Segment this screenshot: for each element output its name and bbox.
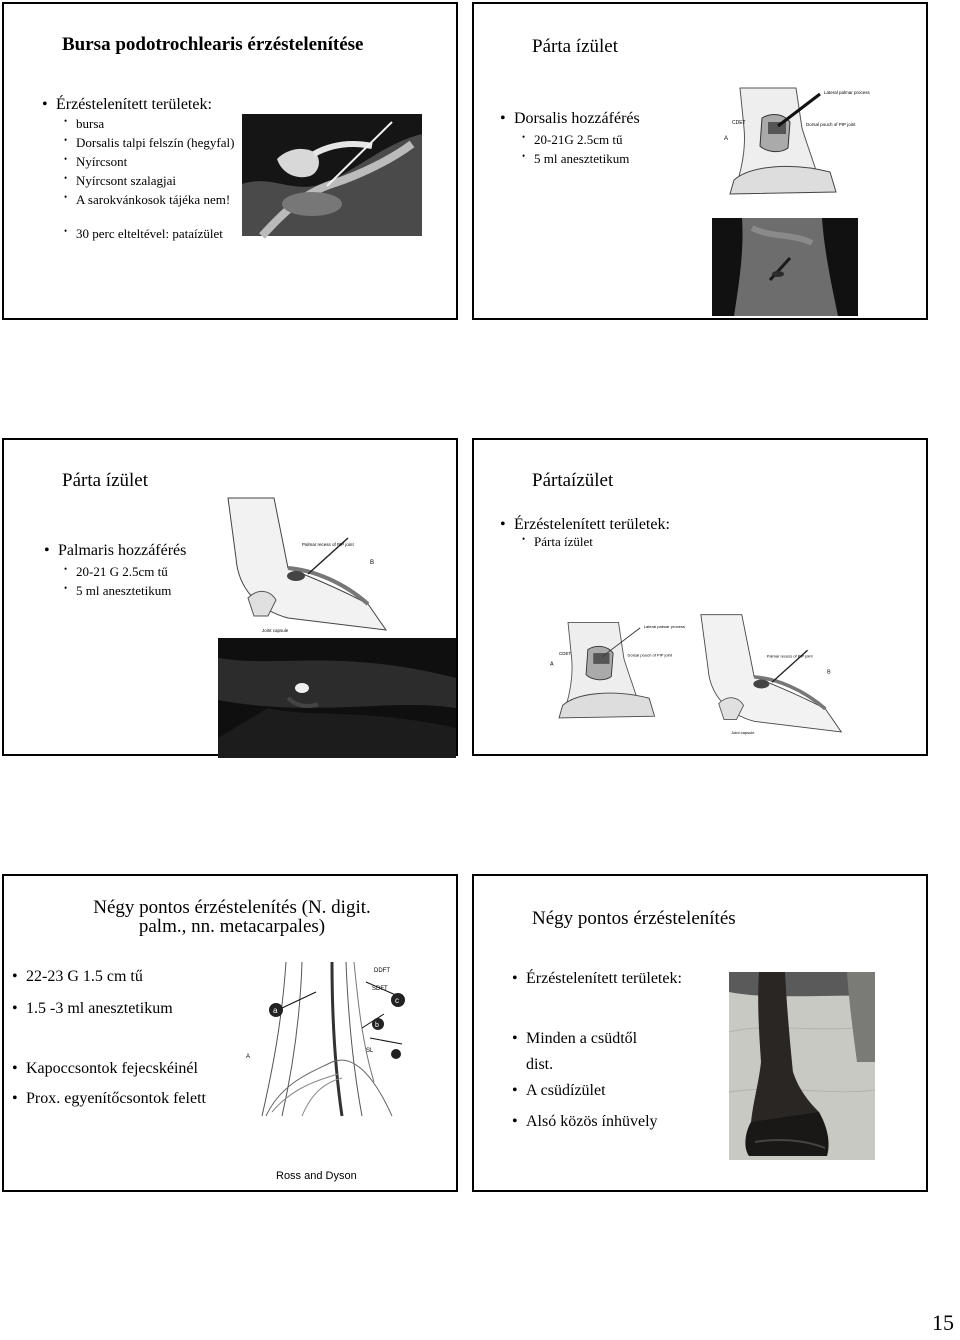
- palmar-approach-diagram: [218, 498, 398, 636]
- slide-negy-pontos-2: [472, 874, 928, 1192]
- bullet: • Palmaris hozzáférés: [58, 542, 186, 560]
- figure-label: A: [550, 661, 554, 668]
- xray-hoof-image: [242, 114, 422, 236]
- sub-bullet: • 20-21G 2.5cm tű: [534, 132, 622, 148]
- slide-bursa-podotrochlearis: [2, 2, 458, 320]
- figure-label: SL: [366, 1048, 374, 1054]
- figure-label: B: [370, 560, 375, 566]
- figure-label: Dorsal pouch of PIP joint: [627, 652, 672, 658]
- sub-bullet: • 30 perc elteltével: pataízület: [76, 226, 223, 242]
- figure-label: CDET: [559, 650, 572, 656]
- slide-parta-dorsal: [472, 2, 928, 320]
- pastern-injection-photo: [712, 218, 858, 316]
- slide-title: Bursa podotrochlearis érzéstelenítése: [62, 34, 364, 55]
- sub-bullet: • A sarokvánkosok tájéka nem!: [76, 192, 230, 208]
- page-number: 15: [932, 1310, 954, 1335]
- horse-leg-photo: [729, 972, 875, 1160]
- figure-label: SDFT: [372, 986, 388, 992]
- figure-label: Joint capsule: [262, 628, 289, 633]
- figure-label: Dorsal pouch of PIP joint: [806, 122, 856, 127]
- figure-label: B: [827, 669, 831, 676]
- palmar-injection-photo: [218, 638, 456, 758]
- figure-label: b: [375, 1022, 379, 1029]
- sub-bullet: • Dorsalis talpi felszín (hegyfal): [76, 135, 234, 151]
- figure-label: Joint capsule: [731, 729, 755, 735]
- sub-bullet: • 5 ml anesztetikum: [534, 151, 629, 167]
- sub-bullet: • 20-21 G 2.5cm tű: [76, 564, 168, 580]
- figure-label: c: [395, 996, 399, 1005]
- sub-bullet: • bursa: [76, 116, 104, 132]
- slide-title: Pártaízület: [532, 470, 614, 491]
- figure-label: Palmar recess of PIP joint: [302, 542, 354, 547]
- figure-label: a: [273, 1006, 278, 1015]
- dorsal-approach-diagram: [720, 88, 870, 198]
- bullet: • Dorsalis hozzáférés: [514, 110, 640, 128]
- bullet: • Prox. egyenítőcsontok felett: [26, 1090, 206, 1108]
- bullet: • A csüdízület: [526, 1082, 606, 1100]
- slide-parta-palmar: [2, 438, 458, 756]
- slide-title: Négy pontos érzéstelenítés: [532, 908, 736, 929]
- sub-bullet: • Párta ízület: [534, 534, 593, 550]
- bullet: • Alsó közös ínhüvely: [526, 1113, 658, 1131]
- figure-label: Lateral palmar process: [643, 623, 685, 629]
- slide-title: Négy pontos érzéstelenítés (N. digit. palm., nn. metacarpales): [93, 897, 371, 937]
- sub-bullet: • 5 ml anesztetikum: [76, 583, 171, 599]
- palmar-approach-diagram: [692, 612, 852, 740]
- bullet: • Érzéstelenített területek:: [526, 970, 682, 988]
- figure-caption: Ross and Dyson: [276, 1170, 357, 1182]
- bullet: • Érzéstelenített területek:: [56, 96, 212, 114]
- sub-bullet: • Nyírcsont szalagjai: [76, 173, 176, 189]
- figure-label: Palmar recess of PIP joint: [766, 653, 813, 659]
- bullet: • 1.5 -3 ml anesztetikum: [26, 1000, 173, 1018]
- slide-title: Párta ízület: [532, 36, 618, 57]
- dorsal-approach-diagram: [550, 608, 685, 736]
- bullet: • Érzéstelenített területek:: [514, 516, 670, 534]
- bullet: • Kapoccsontok fejecskéinél: [26, 1060, 198, 1078]
- sub-bullet: • Nyírcsont: [76, 154, 127, 170]
- slide-title: Párta ízület: [62, 470, 148, 491]
- bullet: • 22-23 G 1.5 cm tű: [26, 968, 143, 986]
- figure-label: DDFT: [374, 968, 390, 974]
- figure-label: A: [724, 136, 729, 142]
- slide-negy-pontos-1: [2, 874, 458, 1192]
- figure-label: Lateral palmar process: [824, 90, 870, 95]
- bullet: • Minden a csüdtől dist.: [526, 1026, 656, 1078]
- figure-label: A: [246, 1054, 251, 1060]
- figure-label: CDET: [732, 120, 746, 126]
- slide-partaizulet: [472, 438, 928, 756]
- nerve-block-diagram: [242, 962, 418, 1116]
